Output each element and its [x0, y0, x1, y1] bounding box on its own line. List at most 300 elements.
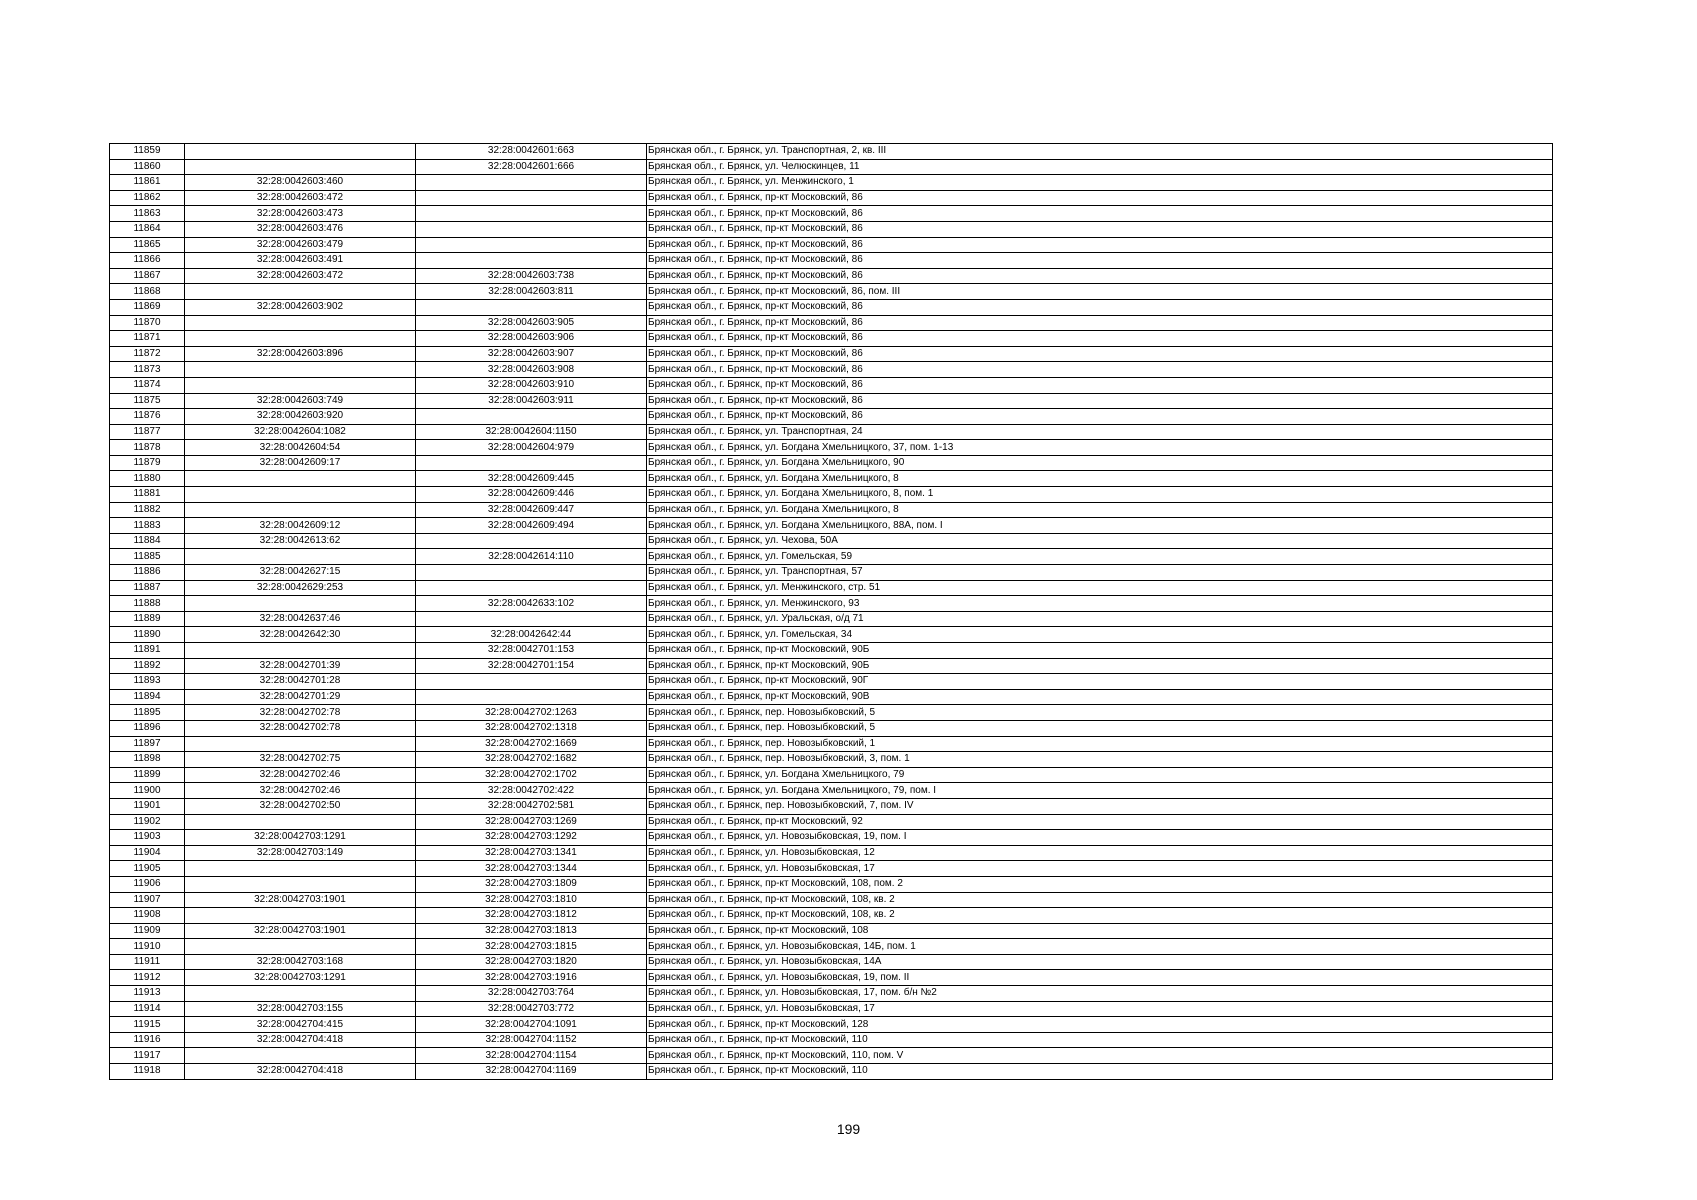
object-cadastral-number-cell: 32:28:0042704:1154 — [416, 1048, 647, 1064]
row-number-cell: 11863 — [110, 206, 185, 222]
table-row — [110, 580, 1553, 596]
table-row — [110, 845, 1553, 861]
table-row — [110, 627, 1553, 643]
table-row — [110, 346, 1553, 362]
object-cadastral-number-cell — [416, 689, 647, 705]
address-cell: Брянская обл., г. Брянск, пр-кт Московский, 90Г — [647, 674, 1553, 690]
address-cell: Брянская обл., г. Брянск, ул. Богдана Хмельницкого, 37, пом. 1-13 — [647, 440, 1553, 456]
address-cell: Брянская обл., г. Брянск, пр-кт Московский, 86 — [647, 206, 1553, 222]
table-row — [110, 767, 1553, 783]
table-row — [110, 892, 1553, 908]
table-row — [110, 1032, 1553, 1048]
address-cell: Брянская обл., г. Брянск, ул. Гомельская, 59 — [647, 549, 1553, 565]
address-cell: Брянская обл., г. Брянск, пр-кт Московский, 86 — [647, 409, 1553, 425]
address-cell: Брянская обл., г. Брянск, пр-кт Московский, 108 — [647, 923, 1553, 939]
cadastral-number-cell: 32:28:0042702:46 — [185, 783, 416, 799]
object-cadastral-number-cell: 32:28:0042603:906 — [416, 331, 647, 347]
object-cadastral-number-cell — [416, 190, 647, 206]
table-row — [110, 1048, 1553, 1064]
address-cell: Брянская обл., г. Брянск, пр-кт Московский, 110, пом. V — [647, 1048, 1553, 1064]
table-row — [110, 253, 1553, 269]
address-cell: Брянская обл., г. Брянск, пр-кт Московский, 90Б — [647, 658, 1553, 674]
address-cell: Брянская обл., г. Брянск, ул. Богдана Хмельницкого, 79, пом. I — [647, 783, 1553, 799]
row-number-cell: 11862 — [110, 190, 185, 206]
table-row — [110, 689, 1553, 705]
object-cadastral-number-cell: 32:28:0042701:153 — [416, 643, 647, 659]
address-cell: Брянская обл., г. Брянск, пр-кт Московский, 108, кв. 2 — [647, 908, 1553, 924]
table-row — [110, 533, 1553, 549]
cadastral-number-cell: 32:28:0042703:168 — [185, 954, 416, 970]
row-number-cell: 11887 — [110, 580, 185, 596]
row-number-cell: 11869 — [110, 299, 185, 315]
table-row — [110, 876, 1553, 892]
table-row — [110, 237, 1553, 253]
table-row — [110, 736, 1553, 752]
object-cadastral-number-cell: 32:28:0042604:1150 — [416, 424, 647, 440]
registry-table-body — [110, 144, 1553, 1080]
cadastral-number-cell — [185, 643, 416, 659]
table-row — [110, 159, 1553, 175]
cadastral-number-cell: 32:28:0042703:1901 — [185, 923, 416, 939]
address-cell: Брянская обл., г. Брянск, пр-кт Московский, 86 — [647, 315, 1553, 331]
table-row — [110, 549, 1553, 565]
cadastral-number-cell: 32:28:0042703:1291 — [185, 830, 416, 846]
row-number-cell: 11873 — [110, 362, 185, 378]
object-cadastral-number-cell: 32:28:0042703:1812 — [416, 908, 647, 924]
row-number-cell: 11879 — [110, 455, 185, 471]
table-row — [110, 377, 1553, 393]
object-cadastral-number-cell: 32:28:0042633:102 — [416, 596, 647, 612]
object-cadastral-number-cell: 32:28:0042703:1341 — [416, 845, 647, 861]
address-cell: Брянская обл., г. Брянск, пр-кт Московский, 86 — [647, 377, 1553, 393]
address-cell: Брянская обл., г. Брянск, пер. Новозыбковский, 1 — [647, 736, 1553, 752]
table-row — [110, 471, 1553, 487]
address-cell: Брянская обл., г. Брянск, пр-кт Московский, 86 — [647, 253, 1553, 269]
object-cadastral-number-cell: 32:28:0042704:1152 — [416, 1032, 647, 1048]
row-number-cell: 11859 — [110, 144, 185, 160]
row-number-cell: 11867 — [110, 268, 185, 284]
cadastral-number-cell — [185, 908, 416, 924]
object-cadastral-number-cell: 32:28:0042703:772 — [416, 1001, 647, 1017]
row-number-cell: 11892 — [110, 658, 185, 674]
table-row — [110, 190, 1553, 206]
row-number-cell: 11907 — [110, 892, 185, 908]
address-cell: Брянская обл., г. Брянск, пер. Новозыбковский, 5 — [647, 720, 1553, 736]
address-cell: Брянская обл., г. Брянск, пр-кт Московский, 86 — [647, 393, 1553, 409]
table-row — [110, 284, 1553, 300]
row-number-cell: 11899 — [110, 767, 185, 783]
row-number-cell: 11916 — [110, 1032, 185, 1048]
object-cadastral-number-cell — [416, 565, 647, 581]
object-cadastral-number-cell: 32:28:0042603:908 — [416, 362, 647, 378]
object-cadastral-number-cell: 32:28:0042642:44 — [416, 627, 647, 643]
object-cadastral-number-cell: 32:28:0042603:738 — [416, 268, 647, 284]
address-cell: Брянская обл., г. Брянск, ул. Уральская, о/д 71 — [647, 611, 1553, 627]
cadastral-number-cell: 32:28:0042702:78 — [185, 705, 416, 721]
row-number-cell: 11865 — [110, 237, 185, 253]
address-cell: Брянская обл., г. Брянск, ул. Богдана Хмельницкого, 8 — [647, 471, 1553, 487]
cadastral-number-cell: 32:28:0042603:472 — [185, 268, 416, 284]
row-number-cell: 11864 — [110, 221, 185, 237]
object-cadastral-number-cell: 32:28:0042703:1809 — [416, 876, 647, 892]
table-row — [110, 643, 1553, 659]
address-cell: Брянская обл., г. Брянск, ул. Новозыбковская, 17 — [647, 1001, 1553, 1017]
object-cadastral-number-cell — [416, 580, 647, 596]
table-row — [110, 518, 1553, 534]
page-number: 199 — [836, 1121, 861, 1137]
cadastral-number-cell: 32:28:0042703:149 — [185, 845, 416, 861]
row-number-cell: 11911 — [110, 954, 185, 970]
table-row — [110, 783, 1553, 799]
cadastral-number-cell — [185, 377, 416, 393]
row-number-cell: 11877 — [110, 424, 185, 440]
table-row — [110, 1064, 1553, 1080]
cadastral-number-cell — [185, 159, 416, 175]
table-row — [110, 923, 1553, 939]
object-cadastral-number-cell: 32:28:0042702:581 — [416, 798, 647, 814]
object-cadastral-number-cell: 32:28:0042702:1318 — [416, 720, 647, 736]
table-row — [110, 362, 1553, 378]
object-cadastral-number-cell: 32:28:0042604:979 — [416, 440, 647, 456]
cadastral-number-cell: 32:28:0042704:418 — [185, 1064, 416, 1080]
address-cell: Брянская обл., г. Брянск, пр-кт Московский, 86 — [647, 299, 1553, 315]
object-cadastral-number-cell: 32:28:0042601:663 — [416, 144, 647, 160]
object-cadastral-number-cell: 32:28:0042603:910 — [416, 377, 647, 393]
cadastral-number-cell — [185, 487, 416, 503]
cadastral-number-cell: 32:28:0042703:155 — [185, 1001, 416, 1017]
table-row — [110, 1017, 1553, 1033]
cadastral-number-cell: 32:28:0042703:1901 — [185, 892, 416, 908]
object-cadastral-number-cell: 32:28:0042614:110 — [416, 549, 647, 565]
row-number-cell: 11874 — [110, 377, 185, 393]
address-cell: Брянская обл., г. Брянск, пр-кт Московский, 90Б — [647, 643, 1553, 659]
address-cell: Брянская обл., г. Брянск, ул. Новозыбковская, 17, пом. б/н №2 — [647, 986, 1553, 1002]
cadastral-number-cell: 32:28:0042701:29 — [185, 689, 416, 705]
object-cadastral-number-cell — [416, 206, 647, 222]
table-row — [110, 658, 1553, 674]
row-number-cell: 11882 — [110, 502, 185, 518]
row-number-cell: 11908 — [110, 908, 185, 924]
cadastral-number-cell: 32:28:0042604:54 — [185, 440, 416, 456]
object-cadastral-number-cell — [416, 409, 647, 425]
cadastral-number-cell — [185, 939, 416, 955]
cadastral-number-cell — [185, 331, 416, 347]
object-cadastral-number-cell: 32:28:0042603:905 — [416, 315, 647, 331]
row-number-cell: 11898 — [110, 752, 185, 768]
row-number-cell: 11883 — [110, 518, 185, 534]
cadastral-number-cell — [185, 284, 416, 300]
address-cell: Брянская обл., г. Брянск, ул. Богдана Хмельницкого, 90 — [647, 455, 1553, 471]
object-cadastral-number-cell: 32:28:0042702:1702 — [416, 767, 647, 783]
address-cell: Брянская обл., г. Брянск, ул. Богдана Хмельницкого, 88А, пом. I — [647, 518, 1553, 534]
row-number-cell: 11876 — [110, 409, 185, 425]
row-number-cell: 11912 — [110, 970, 185, 986]
row-number-cell: 11901 — [110, 798, 185, 814]
row-number-cell: 11885 — [110, 549, 185, 565]
object-cadastral-number-cell: 32:28:0042609:447 — [416, 502, 647, 518]
row-number-cell: 11888 — [110, 596, 185, 612]
cadastral-number-cell — [185, 876, 416, 892]
cadastral-number-cell: 32:28:0042603:749 — [185, 393, 416, 409]
row-number-cell: 11900 — [110, 783, 185, 799]
table-row — [110, 455, 1553, 471]
object-cadastral-number-cell: 32:28:0042603:911 — [416, 393, 647, 409]
row-number-cell: 11871 — [110, 331, 185, 347]
cadastral-number-cell: 32:28:0042704:418 — [185, 1032, 416, 1048]
row-number-cell: 11872 — [110, 346, 185, 362]
cadastral-number-cell: 32:28:0042604:1082 — [185, 424, 416, 440]
cadastral-number-cell: 32:28:0042603:473 — [185, 206, 416, 222]
row-number-cell: 11866 — [110, 253, 185, 269]
address-cell: Брянская обл., г. Брянск, пер. Новозыбковский, 5 — [647, 705, 1553, 721]
cadastral-number-cell: 32:28:0042637:46 — [185, 611, 416, 627]
table-row — [110, 268, 1553, 284]
object-cadastral-number-cell: 32:28:0042609:445 — [416, 471, 647, 487]
row-number-cell: 11880 — [110, 471, 185, 487]
address-cell: Брянская обл., г. Брянск, ул. Транспортная, 24 — [647, 424, 1553, 440]
address-cell: Брянская обл., г. Брянск, ул. Новозыбковская, 14Б, пом. 1 — [647, 939, 1553, 955]
row-number-cell: 11895 — [110, 705, 185, 721]
cadastral-number-cell — [185, 315, 416, 331]
address-cell: Брянская обл., г. Брянск, ул. Челюскинцев, 11 — [647, 159, 1553, 175]
row-number-cell: 11875 — [110, 393, 185, 409]
object-cadastral-number-cell: 32:28:0042603:907 — [416, 346, 647, 362]
object-cadastral-number-cell: 32:28:0042703:1269 — [416, 814, 647, 830]
row-number-cell: 11894 — [110, 689, 185, 705]
object-cadastral-number-cell: 32:28:0042703:1916 — [416, 970, 647, 986]
table-row — [110, 939, 1553, 955]
cadastral-number-cell: 32:28:0042702:50 — [185, 798, 416, 814]
row-number-cell: 11906 — [110, 876, 185, 892]
cadastral-number-cell: 32:28:0042702:78 — [185, 720, 416, 736]
registry-table — [109, 143, 1553, 1080]
cadastral-number-cell: 32:28:0042703:1291 — [185, 970, 416, 986]
object-cadastral-number-cell — [416, 221, 647, 237]
object-cadastral-number-cell: 32:28:0042703:1815 — [416, 939, 647, 955]
row-number-cell: 11910 — [110, 939, 185, 955]
row-number-cell: 11914 — [110, 1001, 185, 1017]
address-cell: Брянская обл., г. Брянск, пр-кт Московский, 86 — [647, 331, 1553, 347]
cadastral-number-cell: 32:28:0042603:472 — [185, 190, 416, 206]
cadastral-number-cell — [185, 549, 416, 565]
table-row — [110, 565, 1553, 581]
table-row — [110, 705, 1553, 721]
address-cell: Брянская обл., г. Брянск, ул. Транспортная, 57 — [647, 565, 1553, 581]
cadastral-number-cell: 32:28:0042603:460 — [185, 175, 416, 191]
cadastral-number-cell: 32:28:0042603:479 — [185, 237, 416, 253]
table-row — [110, 674, 1553, 690]
object-cadastral-number-cell — [416, 533, 647, 549]
row-number-cell: 11889 — [110, 611, 185, 627]
table-row — [110, 331, 1553, 347]
object-cadastral-number-cell: 32:28:0042701:154 — [416, 658, 647, 674]
row-number-cell: 11913 — [110, 986, 185, 1002]
row-number-cell: 11860 — [110, 159, 185, 175]
cadastral-number-cell: 32:28:0042603:902 — [185, 299, 416, 315]
cadastral-number-cell — [185, 362, 416, 378]
address-cell: Брянская обл., г. Брянск, пр-кт Московский, 86, пом. III — [647, 284, 1553, 300]
object-cadastral-number-cell: 32:28:0042704:1091 — [416, 1017, 647, 1033]
cadastral-number-cell — [185, 502, 416, 518]
table-row — [110, 144, 1553, 160]
object-cadastral-number-cell: 32:28:0042703:764 — [416, 986, 647, 1002]
cadastral-number-cell: 32:28:0042603:920 — [185, 409, 416, 425]
table-row — [110, 299, 1553, 315]
cadastral-number-cell: 32:28:0042603:491 — [185, 253, 416, 269]
address-cell: Брянская обл., г. Брянск, пр-кт Московский, 92 — [647, 814, 1553, 830]
row-number-cell: 11870 — [110, 315, 185, 331]
address-cell: Брянская обл., г. Брянск, пр-кт Московский, 86 — [647, 362, 1553, 378]
object-cadastral-number-cell — [416, 237, 647, 253]
object-cadastral-number-cell: 32:28:0042702:1669 — [416, 736, 647, 752]
object-cadastral-number-cell: 32:28:0042603:811 — [416, 284, 647, 300]
address-cell: Брянская обл., г. Брянск, ул. Гомельская, 34 — [647, 627, 1553, 643]
row-number-cell: 11917 — [110, 1048, 185, 1064]
row-number-cell: 11904 — [110, 845, 185, 861]
cadastral-number-cell — [185, 471, 416, 487]
table-row — [110, 440, 1553, 456]
address-cell: Брянская обл., г. Брянск, пр-кт Московский, 108, пом. 2 — [647, 876, 1553, 892]
row-number-cell: 11861 — [110, 175, 185, 191]
row-number-cell: 11893 — [110, 674, 185, 690]
table-row — [110, 502, 1553, 518]
object-cadastral-number-cell: 32:28:0042703:1820 — [416, 954, 647, 970]
cadastral-number-cell: 32:28:0042702:75 — [185, 752, 416, 768]
address-cell: Брянская обл., г. Брянск, ул. Новозыбковская, 19, пом. II — [647, 970, 1553, 986]
object-cadastral-number-cell: 32:28:0042702:1682 — [416, 752, 647, 768]
table-row — [110, 861, 1553, 877]
object-cadastral-number-cell: 32:28:0042702:1263 — [416, 705, 647, 721]
row-number-cell: 11902 — [110, 814, 185, 830]
object-cadastral-number-cell: 32:28:0042609:446 — [416, 487, 647, 503]
object-cadastral-number-cell: 32:28:0042702:422 — [416, 783, 647, 799]
table-row — [110, 487, 1553, 503]
address-cell: Брянская обл., г. Брянск, пр-кт Московский, 86 — [647, 237, 1553, 253]
row-number-cell: 11890 — [110, 627, 185, 643]
table-row — [110, 206, 1553, 222]
address-cell: Брянская обл., г. Брянск, пр-кт Московский, 128 — [647, 1017, 1553, 1033]
address-cell: Брянская обл., г. Брянск, ул. Менжинского, стр. 51 — [647, 580, 1553, 596]
object-cadastral-number-cell — [416, 611, 647, 627]
address-cell: Брянская обл., г. Брянск, пер. Новозыбковский, 7, пом. IV — [647, 798, 1553, 814]
row-number-cell: 11878 — [110, 440, 185, 456]
address-cell: Брянская обл., г. Брянск, ул. Менжинского, 93 — [647, 596, 1553, 612]
table-row — [110, 814, 1553, 830]
address-cell: Брянская обл., г. Брянск, пр-кт Московский, 110 — [647, 1064, 1553, 1080]
row-number-cell: 11896 — [110, 720, 185, 736]
table-row — [110, 393, 1553, 409]
table-row — [110, 175, 1553, 191]
cadastral-number-cell — [185, 986, 416, 1002]
object-cadastral-number-cell — [416, 299, 647, 315]
cadastral-number-cell: 32:28:0042627:15 — [185, 565, 416, 581]
object-cadastral-number-cell — [416, 455, 647, 471]
object-cadastral-number-cell: 32:28:0042703:1344 — [416, 861, 647, 877]
address-cell: Брянская обл., г. Брянск, пр-кт Московский, 108, кв. 2 — [647, 892, 1553, 908]
cadastral-number-cell — [185, 861, 416, 877]
row-number-cell: 11918 — [110, 1064, 185, 1080]
table-row — [110, 409, 1553, 425]
object-cadastral-number-cell: 32:28:0042601:666 — [416, 159, 647, 175]
table-row — [110, 315, 1553, 331]
address-cell: Брянская обл., г. Брянск, ул. Новозыбковская, 14А — [647, 954, 1553, 970]
object-cadastral-number-cell: 32:28:0042703:1810 — [416, 892, 647, 908]
cadastral-number-cell: 32:28:0042603:476 — [185, 221, 416, 237]
address-cell: Брянская обл., г. Брянск, ул. Богдана Хмельницкого, 79 — [647, 767, 1553, 783]
table-row — [110, 970, 1553, 986]
row-number-cell: 11881 — [110, 487, 185, 503]
object-cadastral-number-cell: 32:28:0042704:1169 — [416, 1064, 647, 1080]
table-row — [110, 1001, 1553, 1017]
table-row — [110, 596, 1553, 612]
cadastral-number-cell — [185, 814, 416, 830]
address-cell: Брянская обл., г. Брянск, ул. Чехова, 50А — [647, 533, 1553, 549]
table-row — [110, 424, 1553, 440]
row-number-cell: 11891 — [110, 643, 185, 659]
object-cadastral-number-cell — [416, 253, 647, 269]
table-row — [110, 798, 1553, 814]
cadastral-number-cell: 32:28:0042613:62 — [185, 533, 416, 549]
object-cadastral-number-cell: 32:28:0042703:1292 — [416, 830, 647, 846]
table-row — [110, 611, 1553, 627]
address-cell: Брянская обл., г. Брянск, ул. Богдана Хмельницкого, 8, пом. 1 — [647, 487, 1553, 503]
cadastral-number-cell: 32:28:0042609:12 — [185, 518, 416, 534]
row-number-cell: 11884 — [110, 533, 185, 549]
table-row — [110, 986, 1553, 1002]
object-cadastral-number-cell — [416, 674, 647, 690]
table-row — [110, 830, 1553, 846]
address-cell: Брянская обл., г. Брянск, ул. Транспортная, 2, кв. III — [647, 144, 1553, 160]
cadastral-number-cell: 32:28:0042702:46 — [185, 767, 416, 783]
cadastral-number-cell — [185, 1048, 416, 1064]
row-number-cell: 11897 — [110, 736, 185, 752]
row-number-cell: 11915 — [110, 1017, 185, 1033]
cadastral-number-cell: 32:28:0042629:253 — [185, 580, 416, 596]
address-cell: Брянская обл., г. Брянск, пер. Новозыбковский, 3, пом. 1 — [647, 752, 1553, 768]
cadastral-number-cell: 32:28:0042701:28 — [185, 674, 416, 690]
object-cadastral-number-cell — [416, 175, 647, 191]
cadastral-number-cell: 32:28:0042701:39 — [185, 658, 416, 674]
address-cell: Брянская обл., г. Брянск, пр-кт Московский, 86 — [647, 346, 1553, 362]
row-number-cell: 11905 — [110, 861, 185, 877]
table-row — [110, 720, 1553, 736]
cadastral-number-cell: 32:28:0042609:17 — [185, 455, 416, 471]
cadastral-number-cell — [185, 736, 416, 752]
table-row — [110, 954, 1553, 970]
row-number-cell: 11868 — [110, 284, 185, 300]
object-cadastral-number-cell: 32:28:0042703:1813 — [416, 923, 647, 939]
address-cell: Брянская обл., г. Брянск, ул. Новозыбковская, 19, пом. I — [647, 830, 1553, 846]
address-cell: Брянская обл., г. Брянск, ул. Новозыбковская, 12 — [647, 845, 1553, 861]
table-row — [110, 908, 1553, 924]
table-row — [110, 752, 1553, 768]
address-cell: Брянская обл., г. Брянск, пр-кт Московский, 86 — [647, 268, 1553, 284]
address-cell: Брянская обл., г. Брянск, ул. Богдана Хмельницкого, 8 — [647, 502, 1553, 518]
address-cell: Брянская обл., г. Брянск, пр-кт Московский, 86 — [647, 221, 1553, 237]
cadastral-number-cell: 32:28:0042603:896 — [185, 346, 416, 362]
address-cell: Брянская обл., г. Брянск, пр-кт Московский, 90В — [647, 689, 1553, 705]
cadastral-number-cell: 32:28:0042704:415 — [185, 1017, 416, 1033]
row-number-cell: 11909 — [110, 923, 185, 939]
address-cell: Брянская обл., г. Брянск, пр-кт Московский, 86 — [647, 190, 1553, 206]
cadastral-number-cell — [185, 596, 416, 612]
address-cell: Брянская обл., г. Брянск, ул. Новозыбковская, 17 — [647, 861, 1553, 877]
address-cell: Брянская обл., г. Брянск, пр-кт Московский, 110 — [647, 1032, 1553, 1048]
row-number-cell: 11886 — [110, 565, 185, 581]
row-number-cell: 11903 — [110, 830, 185, 846]
cadastral-number-cell — [185, 144, 416, 160]
object-cadastral-number-cell: 32:28:0042609:494 — [416, 518, 647, 534]
